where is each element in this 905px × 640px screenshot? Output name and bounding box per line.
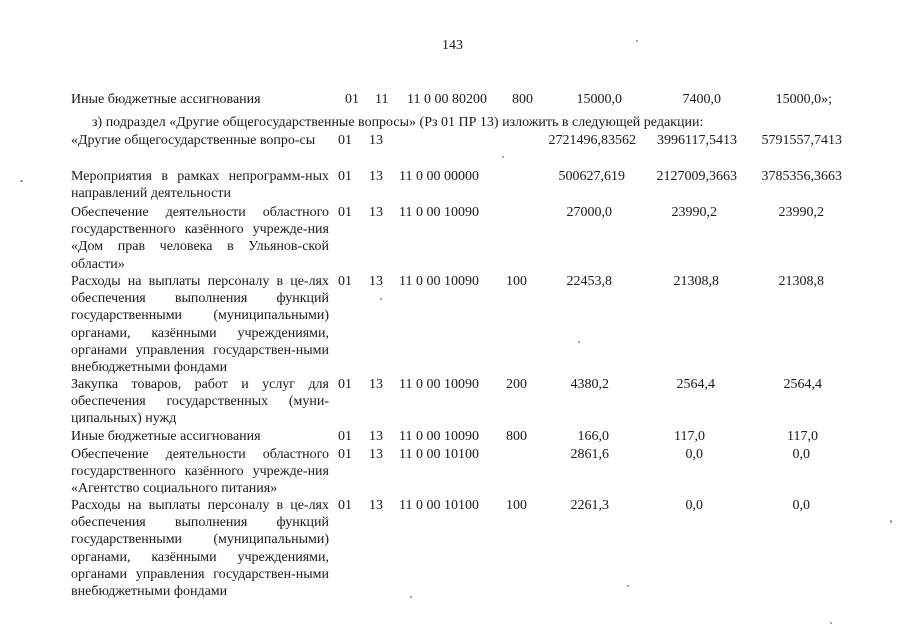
- row-value-3: 0,0: [792, 447, 810, 462]
- row-description: Закупка товаров, работ и услуг для обеспечения государственных (муни-ципальных) нужд: [71, 377, 329, 427]
- intro-pr: 11: [375, 92, 389, 107]
- row-value-2: 3996117,5413: [657, 133, 737, 148]
- row-csr: 11 0 00 10090: [399, 274, 479, 289]
- row-description: Обеспечение деятельности областного государственного казённого учрежде-ния «Агентство социального питания»: [71, 447, 329, 497]
- intro-rz: 01: [345, 92, 359, 107]
- scan-speck: [502, 156, 504, 158]
- scan-speck: [578, 341, 580, 343]
- row-vr: 200: [506, 377, 527, 392]
- row-value-1: 27000,0: [566, 205, 612, 220]
- row-value-3: 23990,2: [778, 205, 824, 220]
- intro-csr: 11 0 00 80200: [407, 92, 487, 107]
- row-rz: 01: [338, 429, 352, 444]
- row-csr: 11 0 00 10090: [399, 205, 479, 220]
- scan-speck: [20, 180, 23, 182]
- row-pr: 13: [369, 205, 383, 220]
- row-value-3: 21308,8: [778, 274, 824, 289]
- row-value-2: 2564,4: [676, 377, 715, 392]
- row-csr: 11 0 00 10100: [399, 447, 479, 462]
- intro-value-2: 7400,0: [682, 92, 721, 107]
- row-pr: 13: [369, 169, 383, 184]
- row-rz: 01: [338, 377, 352, 392]
- row-value-3: 117,0: [787, 429, 818, 444]
- row-value-1: 2721496,83562: [548, 133, 636, 148]
- row-rz: 01: [338, 133, 352, 148]
- row-value-3: 2564,4: [783, 377, 822, 392]
- scan-speck: [380, 298, 382, 300]
- intro-value-1: 15000,0: [576, 92, 622, 107]
- scan-speck: [627, 585, 629, 587]
- row-rz: 01: [338, 169, 352, 184]
- row-pr: 13: [369, 377, 383, 392]
- row-rz: 01: [338, 447, 352, 462]
- row-value-1: 4380,2: [570, 377, 609, 392]
- row-value-2: 117,0: [674, 429, 705, 444]
- row-description: «Другие общегосударственные вопро-сы: [71, 133, 316, 148]
- row-value-1: 2861,6: [570, 447, 609, 462]
- row-value-2: 0,0: [685, 498, 703, 513]
- row-pr: 13: [369, 274, 383, 289]
- row-value-2: 2127009,3663: [656, 169, 737, 184]
- row-value-3: 0,0: [792, 498, 810, 513]
- row-value-1: 22453,8: [566, 274, 612, 289]
- intro-vr: 800: [512, 92, 533, 107]
- row-rz: 01: [338, 498, 352, 513]
- row-description: Расходы на выплаты персоналу в це-лях обеспечения выполнения функций государственными (муниципальными) органами, казёнными учреждениями, органами управления государствен-ными внебюджетными фондами: [71, 498, 329, 600]
- scan-speck: [636, 40, 638, 42]
- row-description: Иные бюджетные ассигнования: [71, 429, 261, 444]
- row-value-2: 23990,2: [671, 205, 717, 220]
- intro-description: Иные бюджетные ассигнования: [71, 92, 261, 107]
- row-vr: 100: [506, 274, 527, 289]
- instruction-text: з) подраздел «Другие общегосударственные вопросы» (Рз 01 ПР 13) изложить в следующей редакции:: [92, 115, 704, 130]
- row-value-3: 3785356,3663: [761, 169, 842, 184]
- row-pr: 13: [369, 498, 383, 513]
- row-value-3: 5791557,7413: [761, 133, 842, 148]
- row-csr: 11 0 00 10090: [399, 377, 479, 392]
- row-csr: 11 0 00 10090: [399, 429, 479, 444]
- row-rz: 01: [338, 274, 352, 289]
- row-description: Расходы на выплаты персоналу в це-лях обеспечения выполнения функций государственными (муниципальными) органами, казёнными учреждениями, органами управления государствен-ными внебюджетными фондами: [71, 274, 329, 376]
- row-pr: 13: [369, 447, 383, 462]
- row-value-2: 21308,8: [673, 274, 719, 289]
- row-description: Обеспечение деятельности областного государственного казённого учрежде-ния «Дом прав человека в Ульянов-ской области»: [71, 205, 329, 272]
- scan-speck: [410, 596, 412, 598]
- row-csr: 11 0 00 10100: [399, 498, 479, 513]
- row-value-1: 2261,3: [570, 498, 609, 513]
- row-value-2: 0,0: [685, 447, 703, 462]
- scan-speck: [890, 520, 892, 523]
- row-rz: 01: [338, 205, 352, 220]
- intro-value-3: 15000,0»;: [775, 92, 832, 107]
- row-value-1: 500627,619: [558, 169, 625, 184]
- row-vr: 800: [506, 429, 527, 444]
- row-description: Мероприятия в рамках непрограмм-ных направлений деятельности: [71, 169, 329, 202]
- row-value-1: 166,0: [577, 429, 609, 444]
- scan-speck: [830, 622, 832, 624]
- row-csr: 11 0 00 00000: [399, 169, 479, 184]
- page-number: 143: [442, 38, 463, 53]
- row-pr: 13: [369, 429, 383, 444]
- row-vr: 100: [506, 498, 527, 513]
- row-pr: 13: [369, 133, 383, 148]
